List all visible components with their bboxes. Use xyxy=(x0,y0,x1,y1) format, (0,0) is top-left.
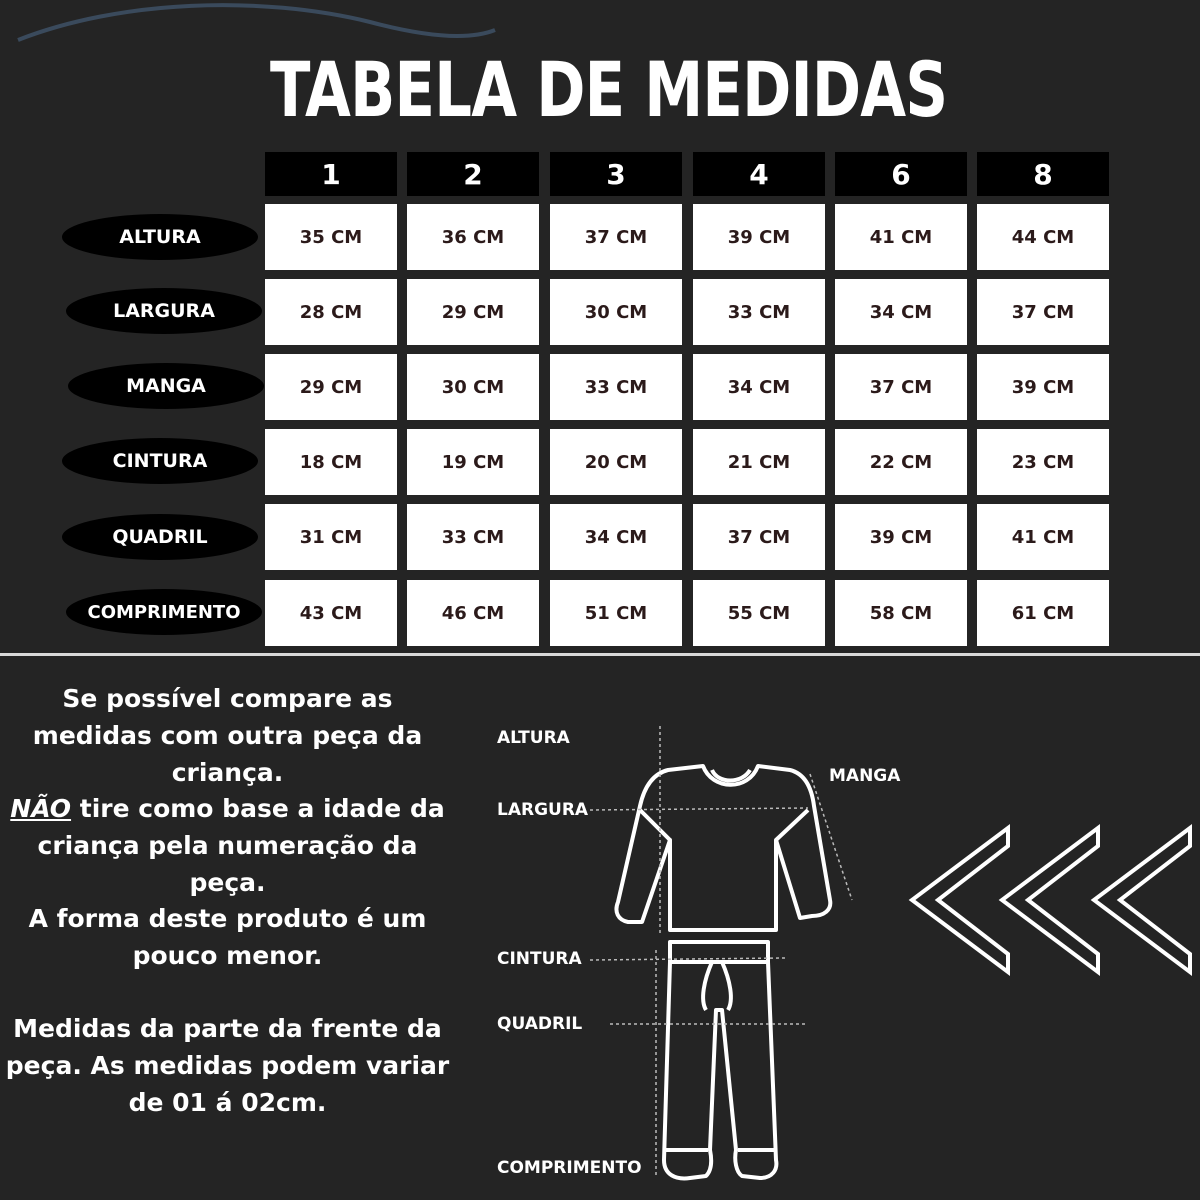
table-cell: 44 CM xyxy=(977,204,1109,270)
table-cell: 33 CM xyxy=(407,504,539,570)
table-cell: 18 CM xyxy=(265,429,397,495)
diagram-label-altura: ALTURA xyxy=(497,728,570,748)
note-warning xyxy=(0,790,455,901)
table-cell: 43 CM xyxy=(265,580,397,646)
table-cell: 39 CM xyxy=(977,354,1109,420)
table-cell: 39 CM xyxy=(693,204,825,270)
table-cell: 37 CM xyxy=(835,354,967,420)
table-cell: 30 CM xyxy=(550,279,682,345)
table-cell: 23 CM xyxy=(977,429,1109,495)
diagram-label-manga: MANGA xyxy=(829,766,901,786)
diagram-label-quadril: QUADRIL xyxy=(497,1014,583,1034)
note-warning-text: tire como base a idade da criança pela numeração da peça. xyxy=(37,794,445,897)
section-divider xyxy=(0,653,1200,656)
row-label-quadril: QUADRIL xyxy=(62,514,258,560)
size-header: 3 xyxy=(550,152,682,196)
table-cell: 29 CM xyxy=(407,279,539,345)
table-cell: 37 CM xyxy=(977,279,1109,345)
note-compare: Se possível compare as medidas com outra peça da criança. xyxy=(32,684,423,787)
table-cell: 37 CM xyxy=(550,204,682,270)
table-cell: 46 CM xyxy=(407,580,539,646)
pajama-outline-icon xyxy=(590,710,870,1190)
row-label-altura: ALTURA xyxy=(62,214,258,260)
table-cell: 39 CM xyxy=(835,504,967,570)
chevron-arrows-icon xyxy=(905,820,1200,980)
table-cell: 22 CM xyxy=(835,429,967,495)
note-measures: Medidas da parte da frente da peça. As medidas podem variar de 01 á 02cm. xyxy=(5,1014,450,1117)
size-header: 6 xyxy=(835,152,967,196)
table-cell: 21 CM xyxy=(693,429,825,495)
table-cell: 19 CM xyxy=(407,429,539,495)
table-cell: 34 CM xyxy=(693,354,825,420)
table-cell: 51 CM xyxy=(550,580,682,646)
size-header: 8 xyxy=(977,152,1109,196)
table-cell: 20 CM xyxy=(550,429,682,495)
table-cell: 37 CM xyxy=(693,504,825,570)
size-header: 1 xyxy=(265,152,397,196)
table-cell: 58 CM xyxy=(835,580,967,646)
table-cell: 33 CM xyxy=(693,279,825,345)
size-header: 2 xyxy=(407,152,539,196)
table-cell: 34 CM xyxy=(835,279,967,345)
row-label-comprimento: COMPRIMENTO xyxy=(66,589,262,635)
table-cell: 55 CM xyxy=(693,580,825,646)
table-cell: 29 CM xyxy=(265,354,397,420)
table-cell: 36 CM xyxy=(407,204,539,270)
row-label-largura: LARGURA xyxy=(66,288,262,334)
table-cell: 34 CM xyxy=(550,504,682,570)
table-cell: 31 CM xyxy=(265,504,397,570)
row-label-manga: MANGA xyxy=(68,363,264,409)
table-cell: 30 CM xyxy=(407,354,539,420)
size-header: 4 xyxy=(693,152,825,196)
table-cell: 28 CM xyxy=(265,279,397,345)
note-form: A forma deste produto é um pouco menor. xyxy=(28,904,427,970)
note-warning-emphasis: NÃO xyxy=(10,794,72,823)
table-cell: 41 CM xyxy=(835,204,967,270)
diagram-label-cintura: CINTURA xyxy=(497,949,582,969)
table-cell: 41 CM xyxy=(977,504,1109,570)
diagram-label-largura: LARGURA xyxy=(497,800,589,820)
table-cell: 61 CM xyxy=(977,580,1109,646)
table-cell: 33 CM xyxy=(550,354,682,420)
page-title: TABELA DE MEDIDAS xyxy=(270,45,948,134)
table-cell: 35 CM xyxy=(265,204,397,270)
row-label-cintura: CINTURA xyxy=(62,438,258,484)
diagram-label-comprimento: COMPRIMENTO xyxy=(497,1158,642,1178)
